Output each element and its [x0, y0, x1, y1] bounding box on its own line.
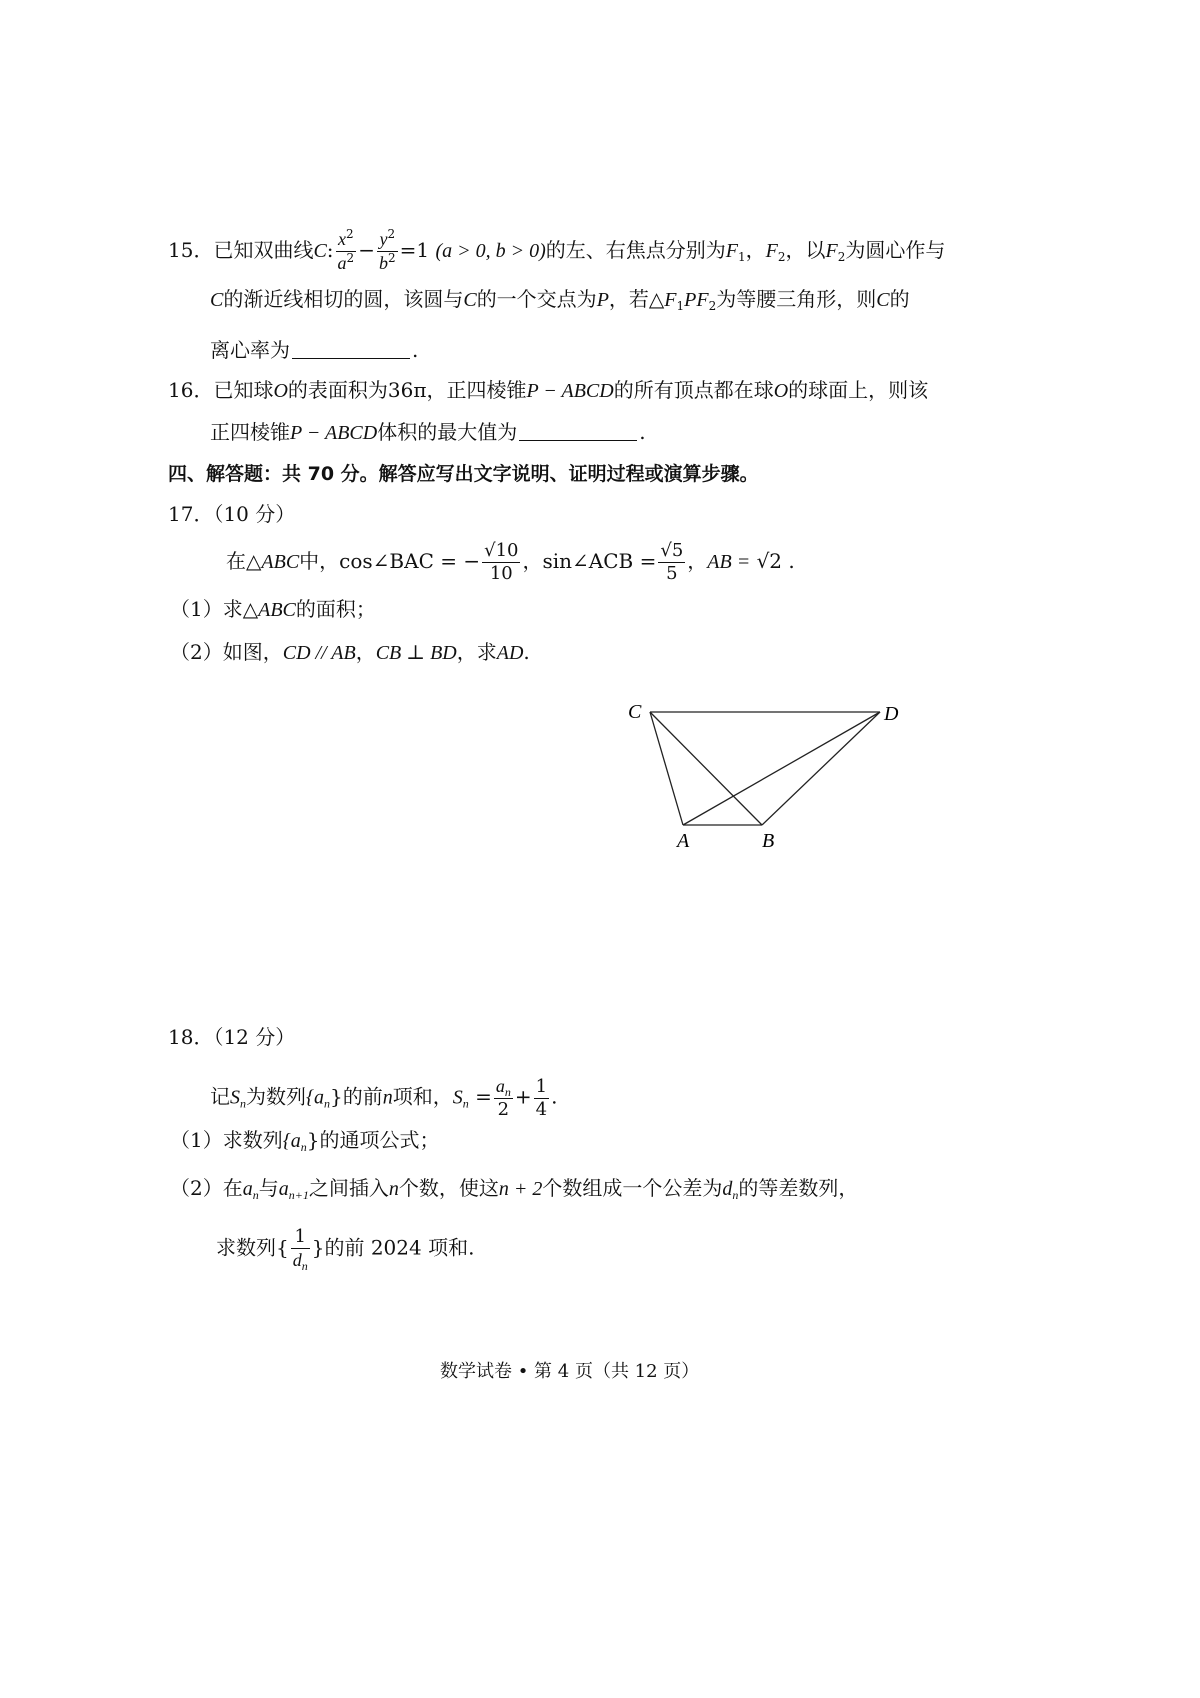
question-number: 15． — [168, 238, 214, 262]
question-number: 16． — [168, 378, 214, 402]
label-b: B — [762, 830, 775, 852]
q18-line1: 记$S_n$为数列$\{a_n\}$的前n项和，$S_n$ = $\frac{a_n}{2}$ + $\frac{1}{4}$ . — [210, 1075, 558, 1120]
geometry-figure — [600, 690, 920, 860]
q17-header: 17．（10 分） — [168, 502, 296, 526]
q17-part1: （1）求△ABC的面积； — [170, 597, 376, 621]
fraction-x2-a2: $\frac{x^2}{a^2}$ — [337, 227, 355, 273]
q18-part2: （2）在$a_n$与$a_{n+1}$之间插入n个数，使这n + 2个数组成一个公差为$d_n$的等差数列， — [170, 1176, 859, 1202]
fraction-an-2: $\frac{a_n}{2}$ — [495, 1076, 511, 1120]
fraction-sqrt5-5: $\frac{√5}{5}$ — [660, 540, 684, 584]
q15-line2: C的渐近线相切的圆，该圆与C的一个交点为P，若$\triangle F_1PF_2$为等腰三角形，则C的 — [210, 287, 910, 313]
answer-blank[interactable] — [519, 420, 637, 441]
q15-line1: 15．已知双曲线C: $\frac{x^2}{a^2}$ − $\frac{y^2}{b^2}$ =1 (a > 0, b > 0)的左、右焦点分别为$F_1$，$F_2$，以$F_2$为圆心作与 — [168, 227, 946, 273]
fraction-1-4: $\frac{1}{4}$ — [535, 1075, 548, 1120]
q17-part2: （2）如图，CD // AB，CB ⊥ BD，求AD. — [170, 640, 530, 664]
q18-part1: （1）求数列$\{a_n\}$的通项公式； — [170, 1128, 440, 1154]
segment-bd — [762, 712, 880, 825]
answer-blank[interactable] — [292, 338, 410, 359]
q16-line2: 正四棱锥P − ABCD体积的最大值为 . — [210, 420, 646, 444]
q18-header: 18．（12 分） — [168, 1025, 296, 1049]
q17-given: 在△ABC中，cos∠BAC = − $\frac{√10}{10}$ ，sin∠ACB = $\frac{√5}{5}$ ，AB = √2 . — [226, 540, 795, 584]
page-footer: 数学试卷 • 第 4 页（共 12 页） — [440, 1361, 700, 1382]
q15-line3: 离心率为 . — [210, 338, 419, 362]
segment-ad — [683, 712, 880, 825]
fraction-sqrt10-10: $\frac{√10}{10}$ — [484, 540, 519, 584]
q16-line1: 16．已知球O的表面积为36π，正四棱锥P − ABCD的所有顶点都在球O的球面上，则该 — [168, 378, 929, 402]
fraction-1-dn: $\frac{1}{d_n}$ — [292, 1226, 308, 1273]
label-d: D — [884, 703, 899, 725]
q18-part2-cont: 求数列{ $\frac{1}{d_n}$ }的前 2024 项和. — [216, 1226, 475, 1273]
fraction-y2-b2: $\frac{y^2}{b^2}$ — [378, 227, 396, 273]
label-c: C — [628, 701, 642, 723]
section-heading: 四、解答题：共 70 分。解答应写出文字说明、证明过程或演算步骤。 — [168, 463, 759, 485]
label-a: A — [677, 830, 690, 852]
